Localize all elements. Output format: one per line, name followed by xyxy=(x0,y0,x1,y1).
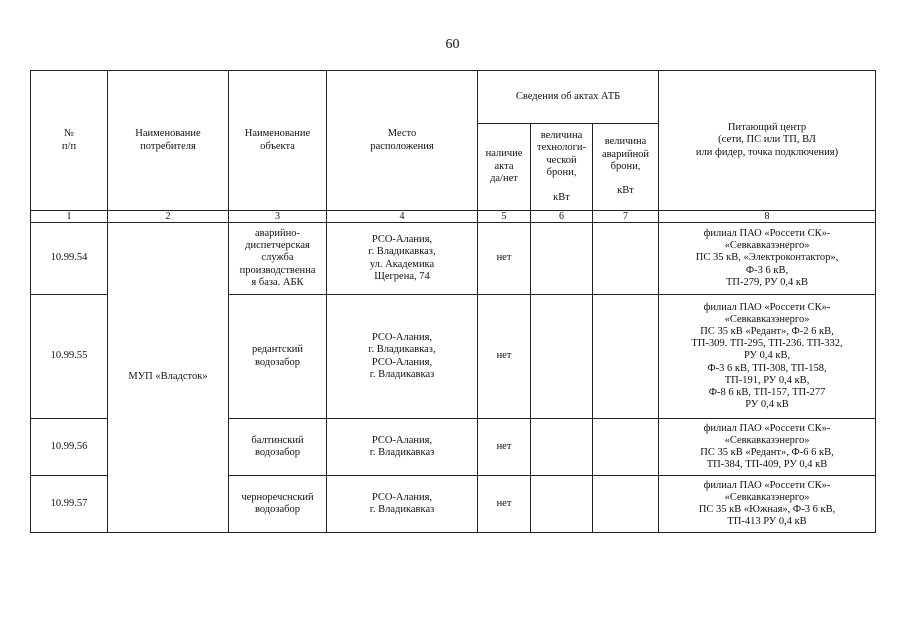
text-line: водозабор xyxy=(254,356,301,368)
header-tech-reserve xyxy=(531,124,593,211)
text-line: объекта xyxy=(260,140,295,152)
text-line: ПС 35 кВ «Южная», Ф-3 6 кВ, xyxy=(698,504,836,515)
text-line: РСО-Алания, xyxy=(371,356,433,368)
text-line: РСО-Алания, xyxy=(371,434,433,446)
power-lines xyxy=(661,228,873,288)
text-line: ТП-309. ТП-295, ТП-236. ТП-332, xyxy=(691,338,843,350)
location-lines xyxy=(329,332,475,382)
emergency-reserve xyxy=(593,295,659,419)
object-name xyxy=(229,476,327,533)
power-center xyxy=(659,295,876,419)
text-line: г. Владикавказ, xyxy=(368,344,436,356)
consumer-name: МУП «Владсток» xyxy=(108,223,229,533)
location-lines xyxy=(329,492,475,517)
text-line: филиал ПАО «Россети СК»- xyxy=(703,479,831,491)
column-number: 4 xyxy=(327,211,478,223)
text-line: редантский xyxy=(251,344,304,356)
location xyxy=(327,419,478,476)
text-line: Наименование xyxy=(244,128,311,140)
text-line: балтинский xyxy=(251,434,304,446)
object-lines xyxy=(231,492,324,517)
text-line: «Севкавказэнерго» xyxy=(724,434,810,446)
power-lines xyxy=(661,302,873,411)
text-line: технологи- xyxy=(536,142,586,154)
act-presence: нет xyxy=(478,295,531,419)
text-line: черноречснский xyxy=(241,491,314,503)
text-line: Место xyxy=(387,128,417,140)
row-num: 10.99.54 xyxy=(31,223,108,295)
text-line: г. Владикавказ xyxy=(369,504,435,515)
text-line: брони, xyxy=(546,167,577,179)
column-number: 8 xyxy=(659,211,876,223)
text-line: № xyxy=(63,128,75,140)
text-line: Щегрена, 74 xyxy=(374,270,430,282)
object-name xyxy=(229,419,327,476)
text-line: «Севкавказэнерго» xyxy=(724,491,810,503)
text-line: величина xyxy=(604,136,647,148)
text-line: водозабор xyxy=(254,447,301,458)
text-line: п/п xyxy=(61,140,77,152)
text-line: производственна xyxy=(239,264,316,276)
text-line: ческой xyxy=(546,154,577,166)
text-line: служба xyxy=(261,252,294,264)
atb-table xyxy=(30,70,876,533)
emergency-reserve xyxy=(593,223,659,295)
page-number: 60 xyxy=(445,37,460,52)
text-line: ул. Академика xyxy=(369,258,435,270)
object-lines xyxy=(231,228,324,290)
header-presence xyxy=(478,124,531,211)
text-line: РУ 0,4 кВ, xyxy=(743,350,791,362)
header-emergency-lines xyxy=(595,136,656,173)
header-object xyxy=(229,71,327,211)
table-row xyxy=(31,223,876,295)
text-line: или фидер, точка подключения) xyxy=(695,146,839,158)
text-line: потребителя xyxy=(140,140,196,152)
object-name xyxy=(229,295,327,419)
text-line: акта xyxy=(494,160,514,172)
text-line: РУ 0,4 кВ xyxy=(745,398,789,410)
text-line: ТП-279, РУ 0,4 кВ xyxy=(726,276,809,288)
text-line: Ф-8 6 кВ, ТП-157, ТП-277 xyxy=(708,386,826,398)
text-line: аварийно- xyxy=(255,227,300,239)
tech-reserve xyxy=(531,476,593,533)
text-line: г. Владикавказ, xyxy=(368,246,436,258)
text-line: Наименование xyxy=(135,128,201,140)
column-number: 3 xyxy=(229,211,327,223)
power-center xyxy=(659,419,876,476)
text-line: аварийной xyxy=(601,148,650,160)
act-presence: нет xyxy=(478,419,531,476)
column-number: 2 xyxy=(108,211,229,223)
header-presence-lines xyxy=(480,148,528,185)
tech-reserve xyxy=(531,223,593,295)
header-emergency-reserve xyxy=(593,124,659,211)
power-lines xyxy=(661,480,873,528)
text-line: величина xyxy=(540,130,583,142)
text-line: да/нет xyxy=(490,173,518,185)
header-consumer xyxy=(108,71,229,211)
text-line: Ф-3 6 кВ, ТП-308, ТП-158, xyxy=(707,362,827,374)
text-line: брони, xyxy=(610,161,641,172)
text-line: «Севкавказэнерго» xyxy=(724,240,810,252)
location xyxy=(327,223,478,295)
header-object-lines xyxy=(231,128,324,153)
text-line: РСО-Алания, xyxy=(371,491,433,503)
location-lines xyxy=(329,234,475,284)
text-line: филиал ПАО «Россети СК»- xyxy=(703,302,831,314)
object-lines xyxy=(231,344,324,369)
location xyxy=(327,295,478,419)
text-line: филиал ПАО «Россети СК»- xyxy=(703,422,831,434)
text-line: ТП-384, ТП-409, РУ 0,4 кВ xyxy=(706,459,828,471)
text-line: «Севкавказэнерго» xyxy=(724,314,810,326)
text-line: ТП-191, РУ 0,4 кВ, xyxy=(724,374,810,386)
text-line: водозабор xyxy=(254,504,301,515)
text-line: г. Владикавказ xyxy=(369,368,435,380)
row-num: 10.99.57 xyxy=(31,476,108,533)
power-center xyxy=(659,476,876,533)
text-line: ТП-413 РУ 0,4 кВ xyxy=(727,516,807,528)
text-line: РСО-Алания, xyxy=(371,331,433,343)
text-line: наличие xyxy=(485,148,523,160)
act-presence: нет xyxy=(478,223,531,295)
column-number: 7 xyxy=(593,211,659,223)
header-power-lines xyxy=(661,122,873,159)
text-line: ПС 35 кВ «Редант», Ф-2 6 кВ, xyxy=(700,326,834,338)
column-number: 1 xyxy=(31,211,108,223)
text-line: г. Владикавказ xyxy=(369,447,435,458)
emergency-reserve xyxy=(593,476,659,533)
text-line: Питающий центр xyxy=(727,121,807,133)
text-line: РСО-Алания, xyxy=(371,233,433,245)
header-power-center xyxy=(659,71,876,211)
header-num-lines xyxy=(33,128,105,153)
tech-reserve xyxy=(531,295,593,419)
text-line: ПС 35 кВ «Редант», Ф-6 6 кВ, xyxy=(700,447,834,458)
location-lines xyxy=(329,435,475,460)
power-center xyxy=(659,223,876,295)
text-line: филиал ПАО «Россети СК»- xyxy=(703,228,831,240)
text-line: (сети, ПС или ТП, ВЛ xyxy=(718,134,816,146)
text-line: ПС 35 кВ, «Электроконтактор», xyxy=(695,252,839,264)
row-num: 10.99.55 xyxy=(31,295,108,419)
text-line: диспетчерская xyxy=(245,239,310,251)
header-location xyxy=(327,71,478,211)
text-line: Ф-3 6 кВ, xyxy=(745,264,789,276)
header-consumer-lines xyxy=(110,128,226,153)
power-lines xyxy=(661,423,873,471)
header-tech-lines xyxy=(533,130,590,180)
emergency-reserve xyxy=(593,419,659,476)
header-num xyxy=(31,71,108,211)
column-number: 5 xyxy=(478,211,531,223)
header-atb-group: Сведения об актах АТБ xyxy=(478,71,659,124)
column-number: 6 xyxy=(531,211,593,223)
text-line: я база. АБК xyxy=(251,277,304,289)
header-emergency-unit: кВт xyxy=(617,185,634,197)
header-location-lines xyxy=(329,128,475,153)
location xyxy=(327,476,478,533)
header-tech-unit: кВт xyxy=(553,191,570,203)
object-name xyxy=(229,223,327,295)
text-line: расположения xyxy=(370,140,434,152)
tech-reserve xyxy=(531,419,593,476)
act-presence: нет xyxy=(478,476,531,533)
object-lines xyxy=(231,435,324,460)
row-num: 10.99.56 xyxy=(31,419,108,476)
column-number-row xyxy=(31,211,876,223)
